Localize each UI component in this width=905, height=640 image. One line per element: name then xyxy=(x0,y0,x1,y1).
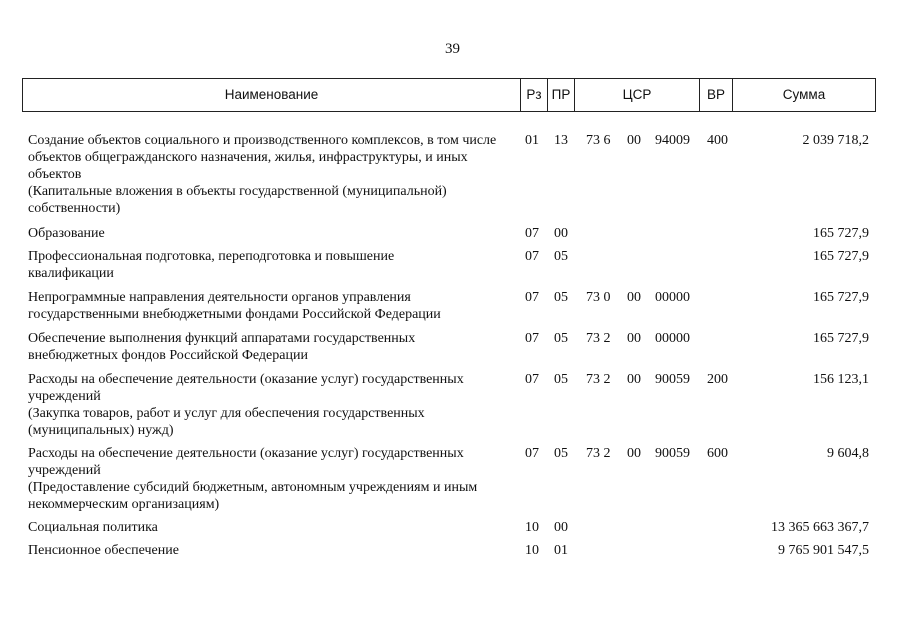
row-sum: 165 727,9 xyxy=(813,249,869,264)
row-csr-direction: 90059 xyxy=(655,446,690,461)
row-csr-subprogram: 00 xyxy=(627,446,641,461)
header-csr: ЦСР xyxy=(574,79,699,111)
row-rz: 07 xyxy=(525,249,539,264)
row-name: Пенсионное обеспечение xyxy=(28,543,179,558)
row-pr: 05 xyxy=(554,290,568,305)
row-rz: 07 xyxy=(525,290,539,305)
row-csr-program: 73 2 xyxy=(586,372,611,387)
row-pr: 00 xyxy=(554,226,568,241)
row-csr-subprogram: 00 xyxy=(627,372,641,387)
row-csr-subprogram: 00 xyxy=(627,133,641,148)
row-csr-direction: 00000 xyxy=(655,331,690,346)
row-rz: 07 xyxy=(525,226,539,241)
row-csr-direction: 90059 xyxy=(655,372,690,387)
row-sum: 13 365 663 367,7 xyxy=(771,520,869,535)
row-pr: 05 xyxy=(554,372,568,387)
row-csr-subprogram: 00 xyxy=(627,331,641,346)
row-sum: 165 727,9 xyxy=(813,226,869,241)
row-sum: 9 604,8 xyxy=(827,446,869,461)
row-name: Образование xyxy=(28,226,105,241)
row-sum: 165 727,9 xyxy=(813,331,869,346)
row-csr-program: 73 6 xyxy=(586,133,611,148)
row-rz: 07 xyxy=(525,446,539,461)
row-sum: 165 727,9 xyxy=(813,290,869,305)
row-name: Профессиональная подготовка, переподготовка и повышение квалификации xyxy=(28,249,395,281)
row-rz: 10 xyxy=(525,520,539,535)
page-number: 39 xyxy=(445,41,460,57)
row-rz: 10 xyxy=(525,543,539,558)
row-name: Создание объектов социального и производственного комплексов, в том числе объектов общегражданского назначения, жилья, инфраструктуры, и иных объектов (Капитальные вложения в объекты государственной (муниципальной) собственности) xyxy=(28,133,497,216)
row-pr: 01 xyxy=(554,543,568,558)
row-rz: 07 xyxy=(525,372,539,387)
row-rz: 07 xyxy=(525,331,539,346)
row-sum: 9 765 901 547,5 xyxy=(778,543,869,558)
row-pr: 13 xyxy=(554,133,568,148)
row-csr-program: 73 2 xyxy=(586,446,611,461)
header-rz: Рз xyxy=(520,79,547,111)
row-vr: 200 xyxy=(707,372,728,387)
row-name: Непрограммные направления деятельности органов управления государственными внебюджетными фондами Российской Федерации xyxy=(28,290,441,322)
row-csr-subprogram: 00 xyxy=(627,290,641,305)
row-csr-direction: 00000 xyxy=(655,290,690,305)
row-csr-program: 73 2 xyxy=(586,331,611,346)
row-name: Расходы на обеспечение деятельности (оказание услуг) государственных учреждений (Закупка товаров, работ и услуг для обеспечения государственных (муниципальных) нужд) xyxy=(28,372,464,438)
row-csr-direction: 94009 xyxy=(655,133,690,148)
header-sum: Сумма xyxy=(732,79,875,111)
row-vr: 400 xyxy=(707,133,728,148)
row-vr: 600 xyxy=(707,446,728,461)
row-name: Обеспечение выполнения функций аппаратами государственных внебюджетных фондов Российской Федерации xyxy=(28,331,416,363)
row-pr: 05 xyxy=(554,249,568,264)
row-name: Расходы на обеспечение деятельности (оказание услуг) государственных учреждений (Предоставление субсидий бюджетным, автономным учреждениям и иным некоммерческим организациям) xyxy=(28,446,478,512)
row-sum: 156 123,1 xyxy=(813,372,869,387)
row-rz: 01 xyxy=(525,133,539,148)
row-csr-program: 73 0 xyxy=(586,290,611,305)
row-sum: 2 039 718,2 xyxy=(802,133,869,148)
row-pr: 05 xyxy=(554,446,568,461)
header-pr: ПР xyxy=(547,79,574,111)
row-pr: 05 xyxy=(554,331,568,346)
row-pr: 00 xyxy=(554,520,568,535)
row-name: Социальная политика xyxy=(28,520,158,535)
header-name: Наименование xyxy=(224,87,319,102)
header-vr: ВР xyxy=(699,79,732,111)
